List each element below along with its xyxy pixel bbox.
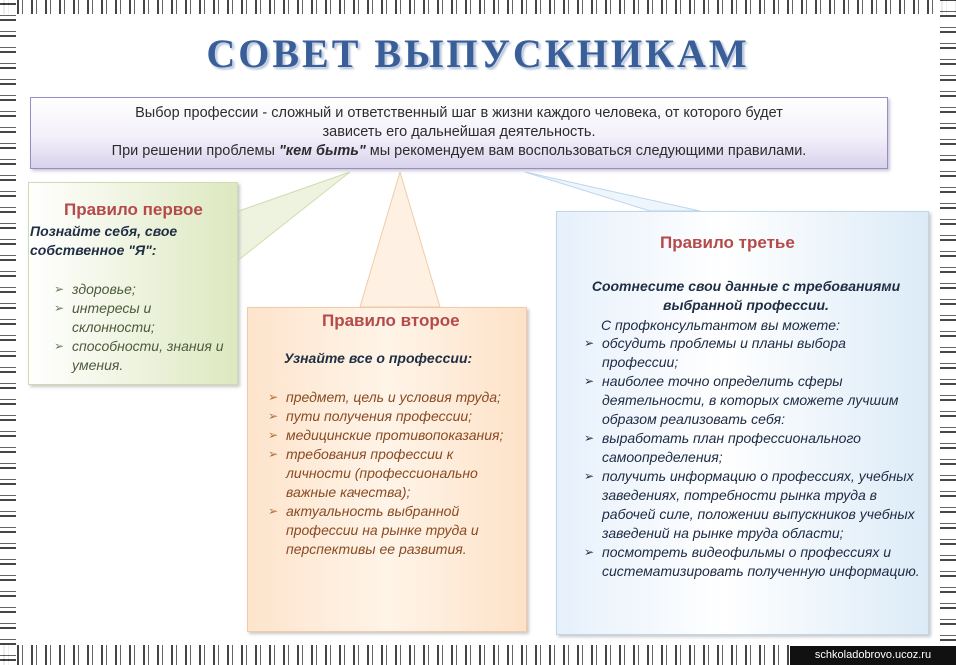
list-item — [582, 334, 922, 372]
arrow-bullet-icon: ➢ — [584, 469, 595, 483]
rule-3-list — [582, 334, 922, 581]
intro-line-3-text: При решении проблемы — [111, 143, 279, 159]
arrow-bullet-icon: ➢ — [268, 447, 279, 461]
rule-1-list — [52, 280, 232, 375]
arrow-bullet-icon: ➢ — [268, 390, 279, 404]
rule-2-subhead: Узнайте все о профессии: — [284, 350, 473, 366]
decorative-border-left — [0, 0, 16, 665]
list-item — [582, 372, 922, 429]
list-item — [266, 426, 518, 445]
arrow-bullet-icon: ➢ — [54, 282, 65, 296]
list-item-text: медицинские противопоказания; — [286, 427, 504, 443]
rule-2-title: Правило второе — [322, 311, 460, 330]
list-item — [52, 337, 232, 375]
list-item-text: предмет, цель и условия труда; — [286, 389, 501, 405]
page-title: СОВЕТ ВЫПУСКНИКАМ — [206, 31, 750, 76]
rule-3-subhead: Соотнесите свои данные с требованиями выбранной профессии. — [591, 278, 901, 313]
site-watermark: schkoladobrovo.ucoz.ru — [790, 646, 956, 665]
list-item-text: наиболее точно определить сферы деятельности, в которых сможете лучшим образом реализовать себя: — [602, 373, 899, 427]
rule-3-lead: С профконсультантом вы можете: — [601, 317, 840, 333]
arrow-bullet-icon: ➢ — [584, 336, 595, 350]
rule-1-title: Правило первое — [64, 200, 203, 219]
arrow-bullet-icon: ➢ — [54, 301, 65, 315]
list-item — [266, 502, 518, 559]
arrow-bullet-icon: ➢ — [268, 504, 279, 518]
list-item — [266, 407, 518, 426]
rule-3-title: Правило третье — [660, 233, 795, 252]
rule-1-subhead: Познайте себя, свое собственное "Я": — [30, 223, 178, 258]
list-item-text: обсудить проблемы и планы выбора профессии; — [602, 335, 846, 370]
list-item-text: пути получения профессии; — [286, 408, 473, 424]
list-item — [52, 299, 232, 337]
arrow-bullet-icon: ➢ — [268, 428, 279, 442]
rule-2-list — [266, 388, 518, 559]
list-item — [582, 467, 922, 543]
arrow-bullet-icon: ➢ — [268, 409, 279, 423]
decorative-border-top — [0, 0, 956, 14]
list-item — [582, 429, 922, 467]
intro-box — [30, 97, 888, 169]
decorative-border-bottom — [0, 645, 790, 665]
list-item — [266, 445, 518, 502]
intro-line-1: Выбор профессии - сложный и ответственный шаг в жизни каждого человека, от которого будет — [135, 105, 783, 121]
intro-key-question: "кем быть" — [278, 143, 366, 159]
list-item-text: выработать план профессионального самоопределения; — [602, 430, 861, 465]
list-item-text: требования профессии к личности (профессионально важные качества); — [286, 446, 478, 500]
list-item-text: получить информацию о профессиях, учебных заведениях, потребности рынка труда в рабочей силе, положении выпускников учебных заведений на рынке труда области; — [602, 468, 915, 541]
intro-line-2: зависеть его дальнейшая деятельность. — [322, 124, 596, 140]
list-item — [266, 388, 518, 407]
list-item — [52, 280, 232, 299]
list-item-text: способности, знания и умения. — [72, 338, 224, 373]
arrow-bullet-icon: ➢ — [54, 339, 65, 353]
list-item-text: интересы и склонности; — [72, 300, 155, 335]
list-item-text: посмотреть видеофильмы о профессиях и систематизировать полученную информацию. — [602, 544, 920, 579]
decorative-border-right — [940, 0, 956, 645]
list-item-text: здоровье; — [72, 281, 136, 297]
list-item — [582, 543, 922, 581]
intro-line-3 — [31, 142, 887, 161]
list-item-text: актуальность выбранной профессии на рынке труда и перспективы ее развития. — [286, 503, 479, 557]
arrow-bullet-icon: ➢ — [584, 431, 595, 445]
arrow-bullet-icon: ➢ — [584, 545, 595, 559]
arrow-bullet-icon: ➢ — [584, 374, 595, 388]
intro-line-3-end: мы рекомендуем вам воспользоваться следующими правилами. — [365, 143, 807, 159]
